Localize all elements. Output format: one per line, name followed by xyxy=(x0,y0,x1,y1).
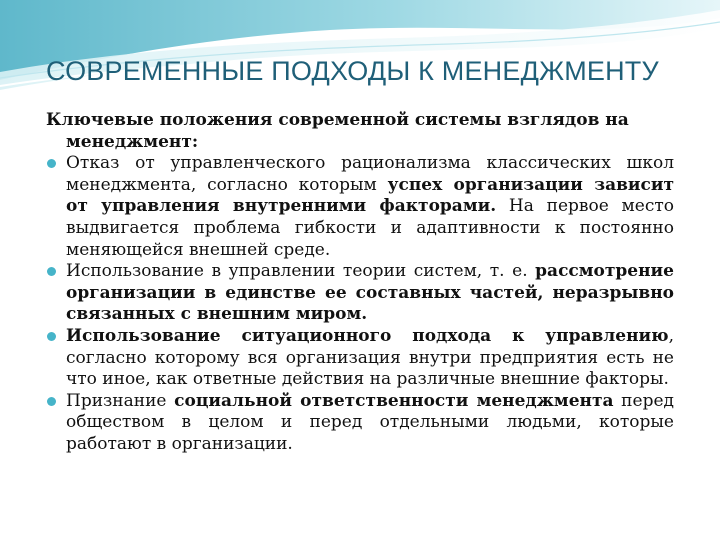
slide-title: СОВРЕМЕННЫЕ ПОДХОДЫ К МЕНЕДЖМЕНТУ xyxy=(46,56,659,86)
bullet-item xyxy=(46,153,674,261)
bullet-dot-icon xyxy=(47,332,56,341)
bullet-emphasis: Использование ситуационного подхода к управлению xyxy=(66,325,669,346)
bullet-item xyxy=(46,391,674,456)
bullet-dot-icon xyxy=(47,159,56,168)
bullet-item xyxy=(46,261,674,326)
bullet-text: Отказ от управленческого рационализма классических школ менеджмента, согласно которым xyxy=(66,153,674,195)
bullet-dot-icon xyxy=(47,267,56,276)
intro-text: Ключевые положения современной системы взглядов на менеджмент: xyxy=(46,110,629,152)
bullet-text: Признание xyxy=(66,390,175,411)
bullet-text: Использование в управлении теории систем, т. е. xyxy=(66,261,536,282)
bullet-emphasis: успех организации зависит от управления внутренними факторами. xyxy=(66,174,674,217)
bullet-emphasis: социальной ответственности менеджмента xyxy=(174,390,614,411)
bullet-emphasis: рассмотрение организации в единстве ее составных частей, неразрывно связанных с внешним миром. xyxy=(66,261,674,325)
bullet-list xyxy=(46,153,674,455)
bullet-text: перед обществом в целом и перед отдельными людьми, которые работают в организации. xyxy=(66,390,674,454)
bullet-dot-icon xyxy=(47,397,56,406)
bullet-text: , согласно которому вся организация внутри предприятия есть не что иное, как ответные действия на различные внешние факторы. xyxy=(66,325,674,390)
bullet-text: На первое место выдвигается проблема гибкости и адаптивности к постоянно меняющейся внешней среде. xyxy=(66,196,674,260)
slide-content xyxy=(46,110,674,456)
bullet-item xyxy=(46,326,674,391)
